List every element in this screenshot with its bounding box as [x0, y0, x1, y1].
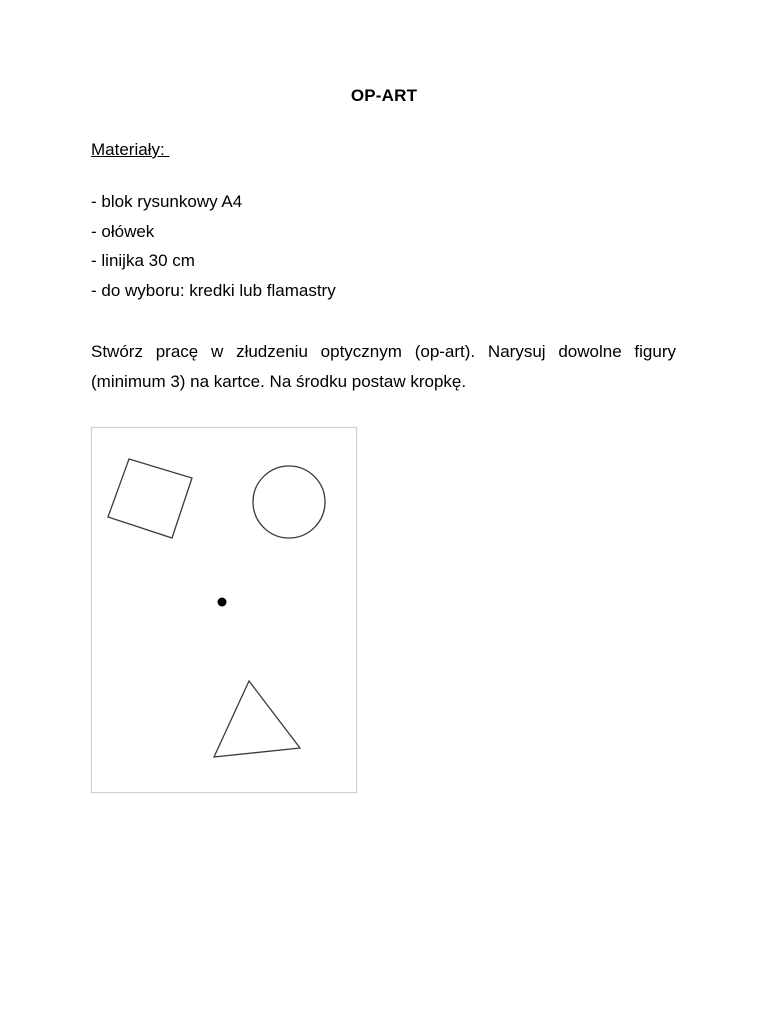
list-item: - linijka 30 cm — [91, 251, 195, 270]
materials-heading: Materiały: — [91, 140, 170, 159]
example-figure — [91, 427, 357, 793]
square-shape — [108, 459, 192, 538]
circle-shape — [253, 466, 325, 538]
example-figure-drawing — [92, 428, 356, 792]
center-dot — [218, 598, 227, 607]
list-item: - do wyboru: kredki lub flamastry — [91, 280, 336, 300]
list-item: - blok rysunkowy A4 — [91, 192, 243, 211]
page-title: OP-ART — [350, 86, 418, 105]
triangle-shape — [214, 681, 300, 757]
instruction-paragraph: Stwórz pracę w złudzeniu optycznym (op-art). Narysuj dowolne figury (minimum 3) na kartce. Na środku postaw kropkę. — [91, 342, 676, 391]
list-item: - ołówek — [91, 221, 155, 241]
materials-list — [91, 191, 336, 309]
